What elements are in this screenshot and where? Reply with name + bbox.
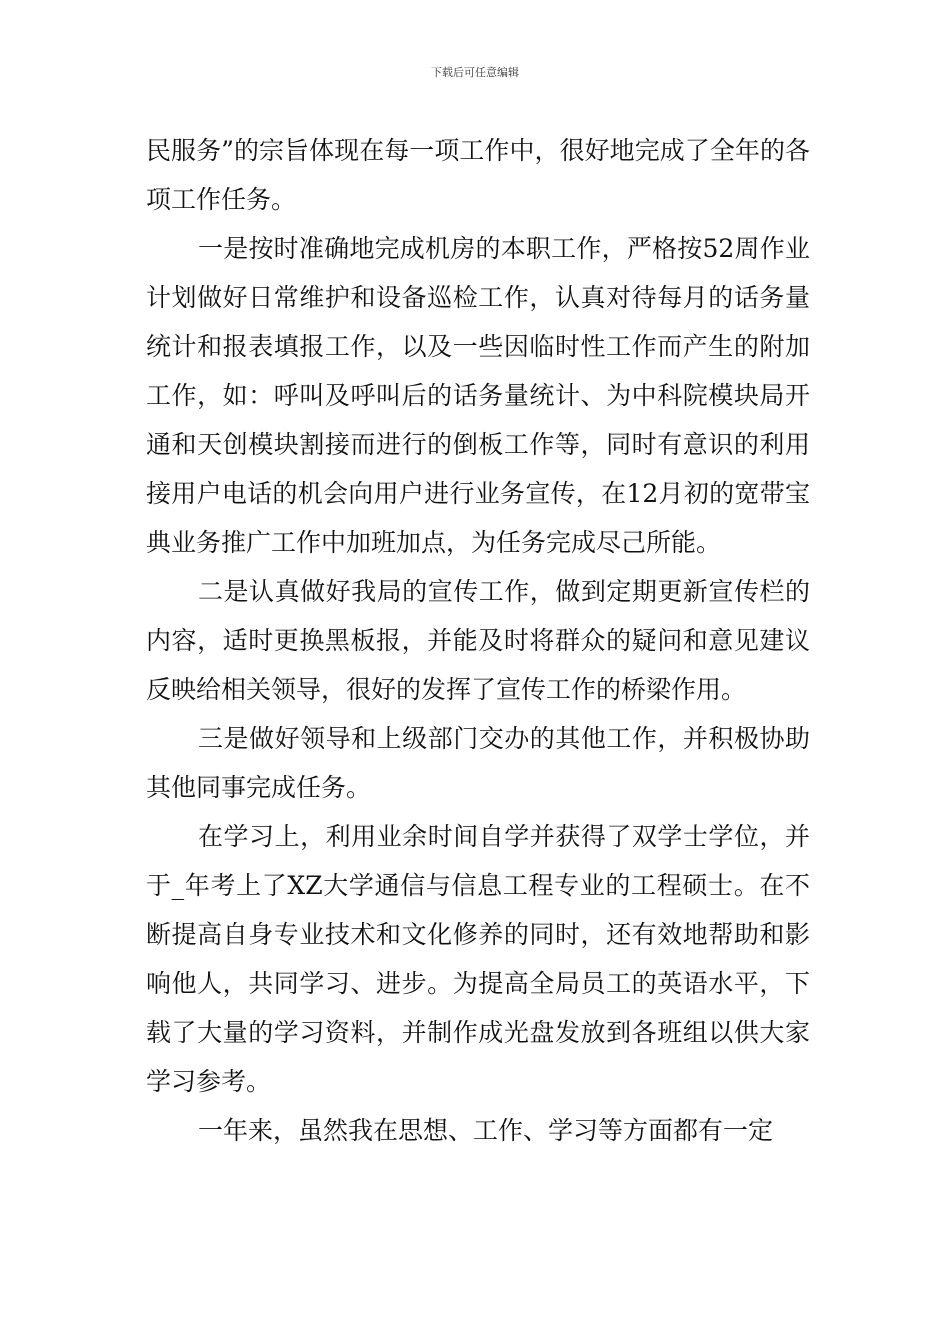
paragraph-study: 在学习上，利用业余时间自学并获得了双学士学位，并于_年考上了XZ大学通信与信息工程专业的工程硕士。在不断提高自身专业技术和文化修养的同时，还有效地帮助和影响他人，共同学习、进步。为提高全局员工的英语水平，下载了大量的学习资料，并制作成光盘发放到各班组以供大家学习参考。 [146, 822, 810, 1096]
paragraph-other-work: 三是做好领导和上级部门交办的其他工作，并积极协助其他同事完成任务。 [146, 724, 810, 802]
paragraph-continuation: 民服务”的宗旨体现在每一项工作中，很好地完成了全年的各项工作任务。 [146, 136, 810, 214]
paragraph-summary: 一年来，虽然我在思想、工作、学习等方面都有一定 [198, 1116, 774, 1145]
page-header: 下载后可任意编辑 [431, 66, 519, 79]
paragraph-machine-room-work: 一是按时准确地完成机房的本职工作，严格按52周作业计划做好日常维护和设备巡检工作，认真对待每月的话务量统计和报表填报工作，以及一些因临时性工作而产生的附加工作，如：呼叫及呼叫后的话务量统计、为中科院模块局开通和天创模块割接而进行的倒板工作等，同时有意识的利用接用户电话的机会向用户进行业务宣传，在12月初的宽带宝典业务推广工作中加班加点，为任务完成尽己所能。 [146, 234, 810, 557]
paragraph-publicity-work: 二是认真做好我局的宣传工作，做到定期更新宣传栏的内容，适时更换黑板报，并能及时将群众的疑问和意见建议反映给相关领导，很好的发挥了宣传工作的桥梁作用。 [146, 577, 810, 704]
document-body [146, 126, 810, 1155]
